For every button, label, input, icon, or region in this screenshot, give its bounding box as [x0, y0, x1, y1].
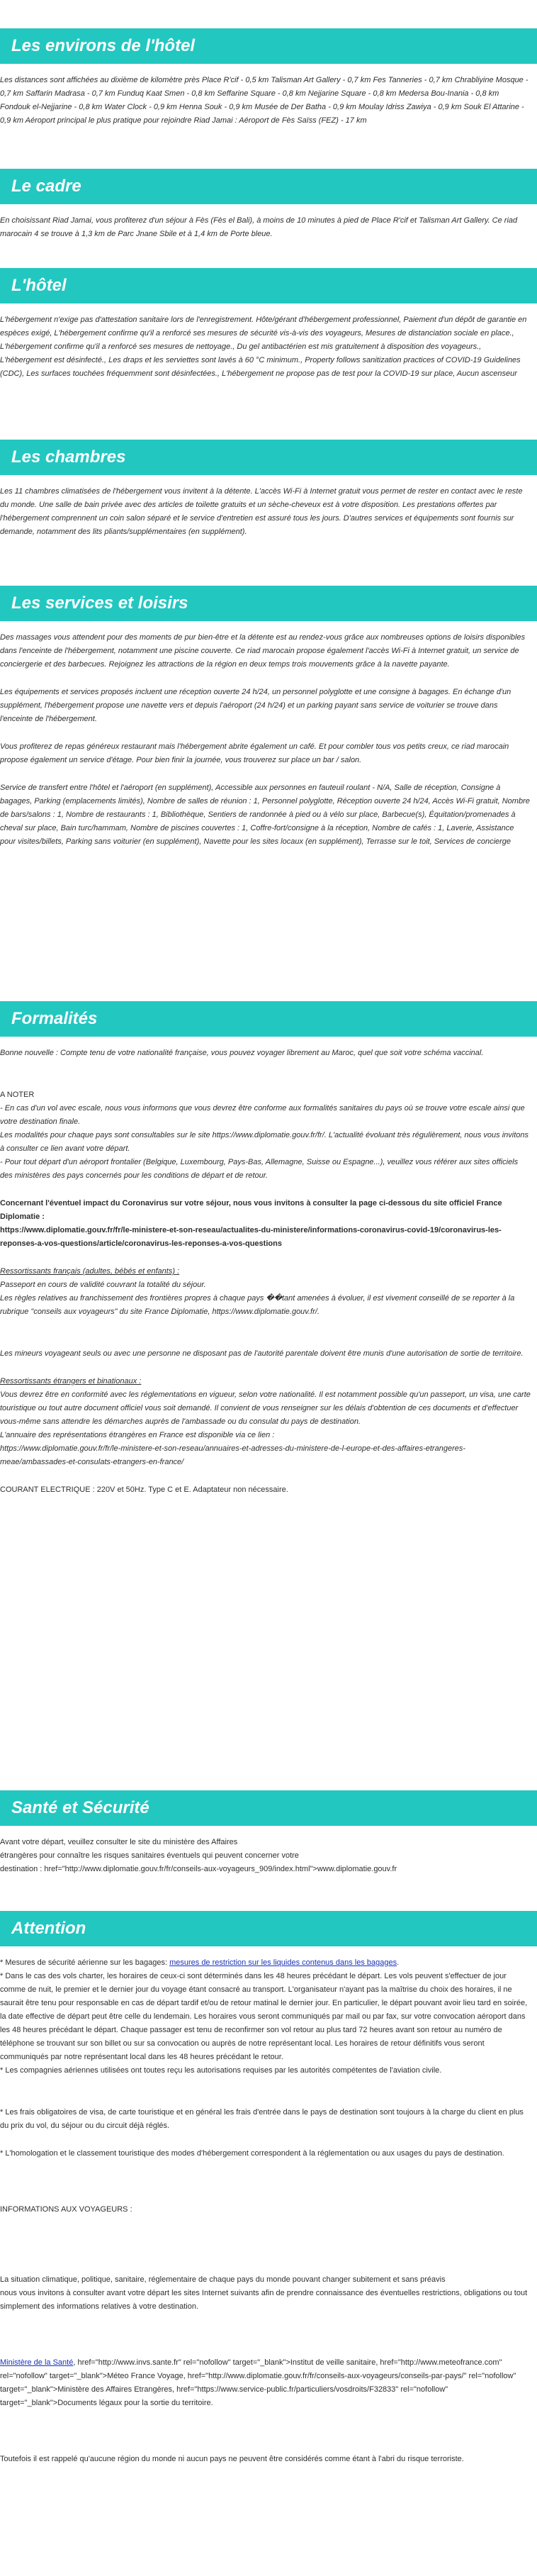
section-header	[0, 1790, 537, 1826]
attention-line: * Les compagnies aériennes utilisées ont toutes reçu les autorisations requises par les autorités compétentes de l'aviation civile.	[0, 2066, 442, 2075]
note-label: A NOTER	[0, 1091, 35, 1099]
section-title: Formalités	[11, 1009, 98, 1028]
note-line: - En cas d'un vol avec escale, nous vous informons que vous devrez être conforme aux formalités sanitaires du pays où se trouve votre escale ainsi que votre destination finale.	[0, 1104, 527, 1126]
section-title: Les services et loisirs	[11, 593, 188, 613]
section-hotel	[0, 268, 537, 381]
ministry-links-text: , href="http://www.invs.sante.fr" rel="nofollow" target="_blank">Institut de veille sanitaire, href="http://www.meteofrance.com" rel="nofollow" target="_blank">Méteo France Voyage, href="http://www.diplomatie.gouv.fr/fr/conseils-aux-voyageurs/conseils-par-pays/" rel="nofollow" target="_blank">Ministère des Affaires Etrangères, href="https://www.service-public.fr/particuliers/vosdroits/F32833" rel="nofollow" target="_blank">Documents légaux pour la sortie du territoire.	[0, 2358, 519, 2407]
coronavirus-notice: Concernant l'éventuel impact du Coronavirus sur votre séjour, nous vous invitons à consulter la page ci-dessous du site officiel France Diplomatie :	[0, 1199, 504, 1221]
fr-heading: Ressortissants français (adultes, bébés et enfants) :	[0, 1267, 180, 1276]
section-chambres	[0, 440, 537, 539]
attention-line: * Les frais obligatoires de visa, de carte touristique et en général les frais d'entrée dans le pays de destination sont toujours à la charge du client en plus du prix du vol, du séjour ou du circuit déjà réglés.	[0, 2108, 526, 2130]
info-heading: INFORMATIONS AUX VOYAGEURS :	[0, 2205, 132, 2214]
hotel-text: L'hébergement n'exige pas d'attestation sanitaire lors de l'enregistrement. Hôte/gérant d'hébergement professionnel, Paiement d'un dépôt de garantie en espèces exigé, L'hébergement confirme qu'il a renforcé ses mesures de sécurité vis-à-vis des voyageurs, Mesures de distanciation sociale en place., L'hébergement confirme qu'il a renforcé ses mesures de nettoyage., Du gel antibactérien est mis gratuitement à disposition des voyageurs., L'hébergement est désinfecté., Les draps et les serviettes sont lavés à 60 °C minimum., Property follows sanitization practices of COVID-19 Guidelines (CDC), Les surfaces touchées fréquemment sont désinfectées., L'hébergement ne propose pas de test pour la COVID-19 sur place, Aucun ascenseur	[0, 316, 529, 378]
minors-text: Les mineurs voyageant seuls ou avec une personne ne disposant pas de l'autorité parentale doivent être munis d'une autorisation de sortie de territoire.	[0, 1349, 524, 1358]
note-line: - Pour tout départ d'un aéroport frontalier (Belgique, Luxembourg, Pays-Bas, Allemagne, Suisse ou Espagne...), veuillez vous référer aux sites officiels des ministères des pays concernés pour les conditions de départ et de retour.	[0, 1158, 521, 1180]
section-title: Le cadre	[11, 177, 81, 196]
section-header	[0, 268, 537, 303]
ministry-links	[0, 2356, 531, 2410]
section-title: Santé et Sécurité	[11, 1798, 149, 1817]
services-paragraph: Vous profiterez de repas généreux restaurant mais l'hébergement abrite également un café. Et pour combler tous vos petits creux, ce riad marocain propose également un service d'étage. Pour bien finir la journée, vous trouverez sur place un bar / salon.	[0, 742, 511, 764]
section-services	[0, 586, 537, 849]
section-sante	[0, 1790, 537, 1876]
section-environs	[0, 28, 537, 128]
section-header	[0, 440, 537, 475]
section-header	[0, 169, 537, 204]
services-paragraph: Service de transfert entre l'hôtel et l'aéroport (en supplément), Accessible aux personnes en fauteuil roulant - N/A, Salle de réception, Consigne à bagages, Parking (emplacements limités), Nombre de salles de réunion : 1, Personnel polyglotte, Réception ouverte 24 h/24, Accès Wi-Fi gratuit, Nombre de bars/salons : 1, Nombre de restaurants : 1, Bibliothèque, Sentiers de randonnée à pied ou à vélo sur place, Barbecue(s), Équitation/promenades à cheval sur place, Bain turc/hammam, Nombre de piscines couvertes : 1, Coffre-fort/consigne à la réception, Nombre de cafés : 1, Laverie, Assistance pour visites/billets, Parking sans voiturier (en supplément), Navette pour les sites locaux (en supplément), Terrasse sur le toit, Services de concierge	[0, 784, 532, 846]
fr-line: Les règles relatives au franchissement des frontières propres à chaque pays ��tant amenées à évoluer, il est vivement conseillé de se reporter à la rubrique "conseils aux voyageurs" du site France Diplomatie, https://www.diplomatie.gouv.fr/.	[0, 1294, 517, 1316]
section-title: Attention	[11, 1919, 86, 1938]
services-paragraph: Des massages vous attendent pour des moments de pur bien-être et la détente est au rendez-vous grâce aux nombreuses options de loisirs disponibles dans l'enceinte de l'hébergement, notamment une piscine couverte. Ce riad marocain propose également l'accès Wi-Fi à Internet gratuit, un service de conciergerie et des barbecues. Rejoignez les attractions de la région en deux temps trois mouvements grâce à la navette payante.	[0, 633, 528, 669]
chambres-text: Les 11 chambres climatisées de l'hébergement vous invitent à la détente. L'accès Wi-Fi à Internet gratuit vous permet de rester en contact avec le reste du monde. Une salle de bain privée avec des articles de toilette gratuits et un sèche-cheveux est à votre disposition. Les prestations offertes par l'hébergement comprennent un coin salon séparé et le service d'entretien est assuré tous les jours. D'autres services et équipements sont fournis sur demande, notamment des lits pliants/supplémentaires (en supplément).	[0, 487, 525, 536]
section-header	[0, 1001, 537, 1037]
section-title: Les environs de l'hôtel	[11, 36, 196, 55]
section-cadre	[0, 169, 537, 241]
section-title: Les chambres	[11, 447, 126, 467]
services-paragraph: Les équipements et services proposés incluent une réception ouverte 24 h/24, un personnel polyglotte et une consigne à bagages. En échange d'un supplément, l'hébergement propose une navette vers et depuis l'aéroport (24 h/24) et un parking payant sans service de voiturier se trouve dans l'enceinte de l'hébergement.	[0, 688, 514, 723]
attention-line: * Dans le cas des vols charter, les horaires de ceux-ci sont déterminés dans les 48 heures précédant le départ. Les vols peuvent s'effectuer de jour comme de nuit, le premier et le dernier jour du voyage étant consacré au transport. L'organisateur n'ayant pas la maîtrise du choix des horaires, il ne saurait être tenu pour responsable en cas de départ tardif et/ou de retour matinal le dernier jour. En particulier, le départ pouvant avoir lieu tard en soirée, la date effective de départ peut être celle du lendemain. Les horaires vous seront communiqués par mail ou par fax, sur votre convocation aéroport dans les 48 heures précédant le départ. Chaque passager est tenu de reconfirmer son vol retour au plus tard 72 heures avant son retour au numéro de téléphone se trouvant sur son billet ou sur sa convocation ou auprès de notre représentant local. Les horaires de retour définitifs vous seront communiqués par notre représentant local dans les 48 heures précédant le retour.	[0, 1972, 530, 2061]
section-header	[0, 586, 537, 621]
coronavirus-link[interactable]: https://www.diplomatie.gouv.fr/fr/le-ministere-et-son-reseau/actualites-du-ministere/informations-coronavirus-covid-19/coronavirus-les-reponses-a-vos-questions/article/coronavirus-les-reponses-a-vos-questions	[0, 1226, 502, 1248]
attention-line: * L'homologation et le classement touristique des modes d'hébergement correspondent à la réglementation ou aux usages du pays de destination.	[0, 2149, 504, 2158]
section-header	[0, 28, 537, 64]
sante-text: Avant votre départ, veuillez consulter le site du ministère des Affaires étrangères pour connaître les risques sanitaires éventuels qui peuvent concerner votre destination : href="http://www.diplomatie.gouv.fr/fr/conseils-aux-voyageurs_909/index.html">www.diplomatie.gouv.fr	[0, 1838, 397, 1873]
attention-line	[0, 1956, 531, 1970]
foreign-line: L'annuaire des représentations étrangères en France est disponible via ce lien :	[0, 1431, 275, 1439]
ministry-sante-link[interactable]: Ministère de la Santé	[0, 2358, 74, 2367]
fr-line: Passeport en cours de validité couvrant la totalité du séjour.	[0, 1281, 206, 1289]
section-formalites	[0, 1001, 537, 1497]
attention-line-prefix: * Mesures de sécurité aérienne sur les bagages:	[0, 1958, 170, 1967]
electric-info: COURANT ELECTRIQUE : 220V et 50Hz. Type C et E. Adaptateur non nécessaire.	[0, 1485, 288, 1494]
foreign-link[interactable]: https://www.diplomatie.gouv.fr/fr/le-ministere-et-son-reseau/annuaires-et-adresses-du-ministere-de-l-europe-et-des-affaires-etrangeres-meae/ambassades-et-consulats-etrangers-en-france/	[0, 1444, 466, 1466]
info-text: La situation climatique, politique, sanitaire, réglementaire de chaque pays du monde pouvant changer subitement et sans préavis nous vous invitons à consulter avant votre départ les sites Internet suivants afin de prendre connaissance des éventuelles restrictions, obligations ou tout simplement des informations relatives à votre destination.	[0, 2275, 528, 2311]
final-note: Toutefois il est rappelé qu'aucune région du monde ni aucun pays ne peuvent être considérés comme étant à l'abri du risque terroriste.	[0, 2455, 464, 2463]
section-header	[0, 1911, 537, 1946]
liquids-restriction-link[interactable]: mesures de restriction sur les liquides contenus dans les bagages	[169, 1958, 397, 1967]
cadre-text: En choisissant Riad Jamai, vous profiterez d'un séjour à Fès (Fès el Bali), à moins de 10 minutes à pied de Place R'cif et Talisman Art Gallery. Ce riad marocain 4 se trouve à 1,3 km de Parc Jnane Sbile et à 1,4 km de Porte bleue.	[0, 216, 520, 238]
foreign-line: Vous devrez être en conformité avec les réglementations en vigueur, selon votre nationalité. Il est notamment possible qu'un passeport, un visa, une carte touristique ou tout autre document officiel vous soit demandé. Il convient de vous renseigner sur les délais d'obtention de ces documents et d'effectuer vous-même sans attendre les démarches auprès de l'ambassade ou du consulat du pays de destination.	[0, 1390, 533, 1426]
section-title: L'hôtel	[11, 276, 67, 295]
environs-text: Les distances sont affichées au dixième de kilomètre près Place R'cif - 0,5 km Talisman Art Gallery - 0,7 km Fes Tanneries - 0,7 km Chrabliyine Mosque - 0,7 km Saffarin Madrasa - 0,7 km Funduq Kaat Smen - 0,8 km Seffarine Square - 0,8 km Nejjarine Square - 0,8 km Medersa Bou-Inania - 0,8 km Fondouk el-Nejjarine - 0,8 km Water Clock - 0,9 km Henna Souk - 0,9 km Musée de Der Batha - 0,9 km Moulay Idriss Zawiya - 0,9 km Souk El Attarine - 0,9 km Aéroport principal le plus pratique pour rejoindre Riad Jamai : Aéroport de Fès Saïss (FEZ) - 17 km	[0, 76, 531, 125]
note-line: Les modalités pour chaque pays sont consultables sur le site https://www.diplomatie.gouv.fr/fr/. L'actualité évoluant très régulièrement, nous vous invitons à consulter ce lien avant votre départ.	[0, 1131, 531, 1153]
section-attention	[0, 1911, 537, 2466]
attention-line-suffix: .	[397, 1958, 400, 1967]
formalites-intro: Bonne nouvelle : Compte tenu de votre nationalité française, vous pouvez voyager librement au Maroc, quel que soit votre schéma vaccinal.	[0, 1049, 484, 1057]
foreign-heading: Ressortissants étrangers et binationaux :	[0, 1377, 142, 1385]
